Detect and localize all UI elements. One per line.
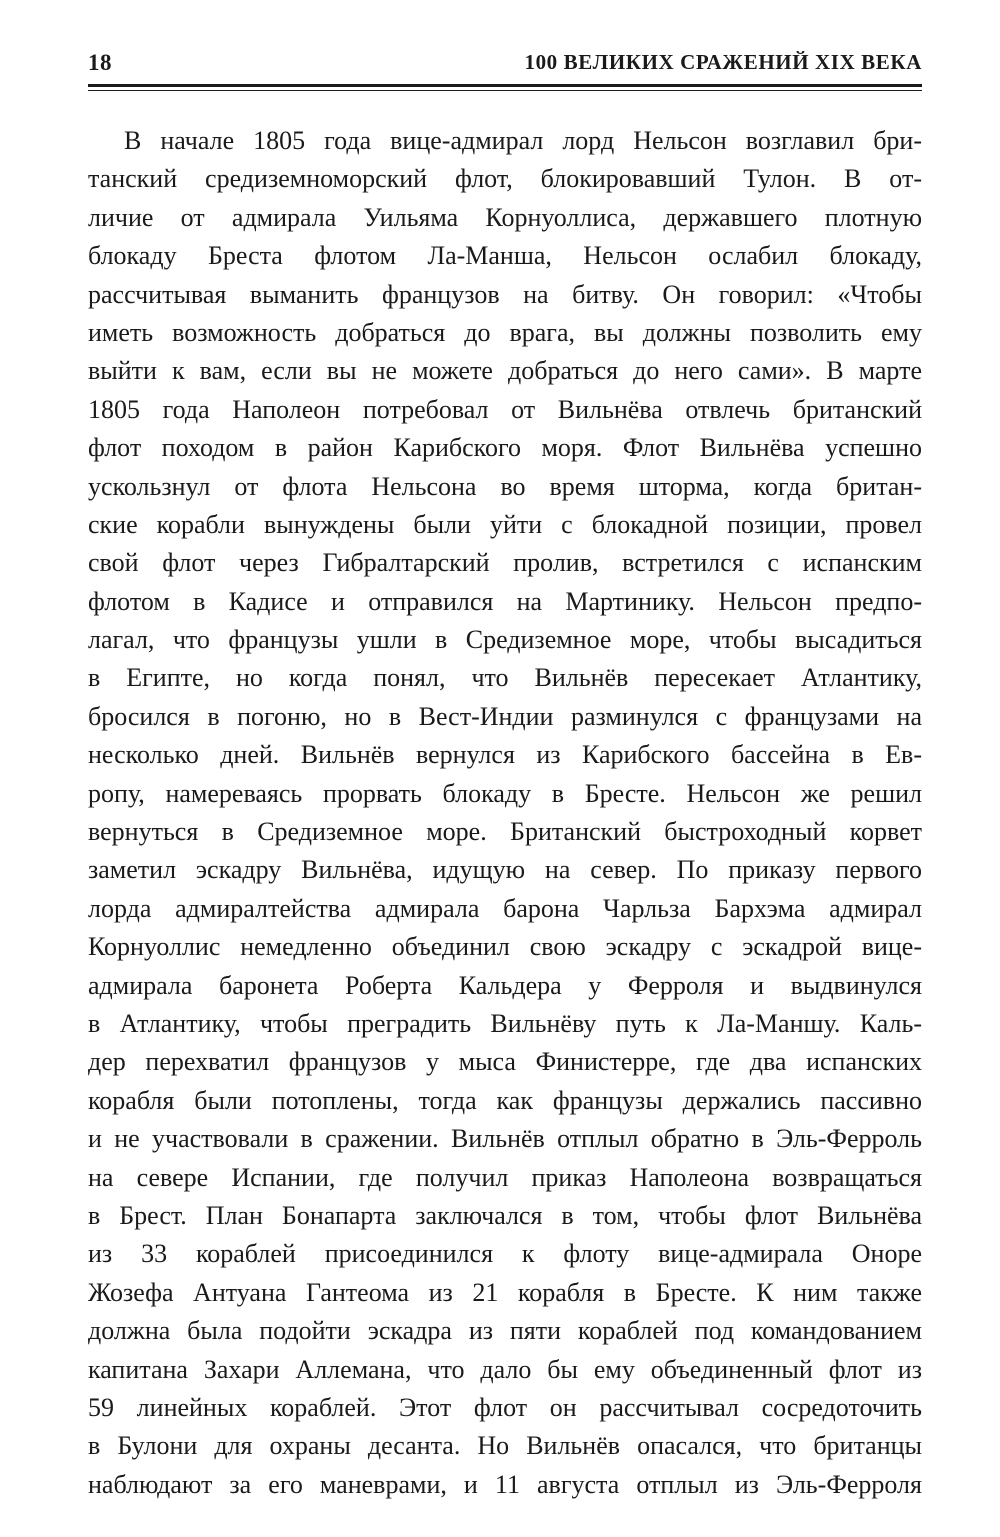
body-text (88, 122, 922, 1504)
running-title: 100 ВЕЛИКИХ СРАЖЕНИЙ XIX ВЕКА (524, 50, 922, 74)
text-line: в Булони для охраны десанта. Но Вильнёв опасался, что британцы (88, 1431, 922, 1461)
text-line: Корнуоллис немедленно объединил свою эскадру с эскадрой вице- (88, 932, 922, 962)
text-line: вернуться в Средиземное море. Британский быстроходный корвет (88, 817, 922, 847)
text-line: адмирала баронета Роберта Кальдера у Ферроля и выдвинулся (88, 970, 922, 1000)
header-rule-thick (88, 84, 922, 87)
text-line: в Брест. План Бонапарта заключался в том, чтобы флот Вильнёва (88, 1200, 922, 1230)
text-line: ускользнул от флота Нельсона во время шторма, когда британ- (88, 471, 922, 501)
text-line: на севере Испании, где получил приказ Наполеона возвращаться (88, 1162, 922, 1192)
text-line: танский средиземноморский флот, блокировавший Тулон. В от- (88, 164, 922, 194)
text-line: корабля были потоплены, тогда как французы держались пассивно (88, 1085, 922, 1115)
text-line: несколько дней. Вильнёв вернулся из Карибского бассейна в Ев- (88, 740, 922, 770)
text-line: наблюдают за его маневрами, и 11 августа отплыл из Эль-Ферроля (88, 1469, 922, 1499)
text-line: рассчитывая выманить французов на битву. Он говорил: «Чтобы (88, 279, 922, 309)
text-line: лорда адмиралтейства адмирала барона Чарльза Бархэма адмирал (88, 893, 922, 923)
header-rule-thin (88, 90, 922, 91)
text-line: дер перехватил французов у мыса Финистерре, где два испанских (88, 1047, 922, 1077)
text-line: в Атлантику, чтобы преградить Вильнёву путь к Ла-Маншу. Каль- (88, 1008, 922, 1038)
text-line: иметь возможность добраться до врага, вы должны позволить ему (88, 317, 922, 347)
text-line: заметил эскадру Вильнёва, идущую на север. По приказу первого (88, 855, 922, 885)
text-line: бросился в погоню, но в Вест-Индии разминулся с французами на (88, 701, 922, 731)
text-line: 59 линейных кораблей. Этот флот он рассчитывал сосредоточить (88, 1392, 922, 1422)
text-line: свой флот через Гибралтарский пролив, встретился с испанским (88, 548, 922, 578)
text-line: В начале 1805 года вице-адмирал лорд Нельсон возглавил бри- (124, 126, 922, 155)
text-line: капитана Захари Аллемана, что дало бы ему объединенный флот из (88, 1354, 922, 1384)
text-line: в Египте, но когда понял, что Вильнёв пересекает Атлантику, (88, 663, 922, 693)
text-line: личие от адмирала Уильяма Корнуоллиса, державшего плотную (88, 202, 922, 232)
text-line: ские корабли вынуждены были уйти с блокадной позиции, провел (88, 509, 922, 539)
text-line: и не участвовали в сражении. Вильнёв отплыл обратно в Эль-Ферроль (88, 1124, 922, 1154)
page-number: 18 (88, 50, 112, 75)
text-line: Жозефа Антуана Гантеома из 21 корабля в Бресте. К ним также (88, 1277, 922, 1307)
text-line: должна была подойти эскадра из пяти кораблей под командованием (88, 1316, 922, 1346)
text-line: блокаду Бреста флотом Ла-Манша, Нельсон ослабил блокаду, (88, 241, 922, 271)
text-line: ропу, намереваясь прорвать блокаду в Бресте. Нельсон же решил (88, 778, 922, 808)
text-line: флот походом в район Карибского моря. Флот Вильнёва успешно (88, 433, 922, 463)
text-line: флотом в Кадисе и отправился на Мартинику. Нельсон предпо- (88, 586, 922, 616)
text-line: выйти к вам, если вы не можете добраться до него сами». В марте (88, 356, 922, 386)
text-line: лагал, что французы ушли в Средиземное море, чтобы высадиться (88, 625, 922, 655)
text-line: 1805 года Наполеон потребовал от Вильнёва отвлечь британский (88, 394, 922, 424)
text-line: из 33 кораблей присоединился к флоту вице-адмирала Оноре (88, 1239, 922, 1269)
